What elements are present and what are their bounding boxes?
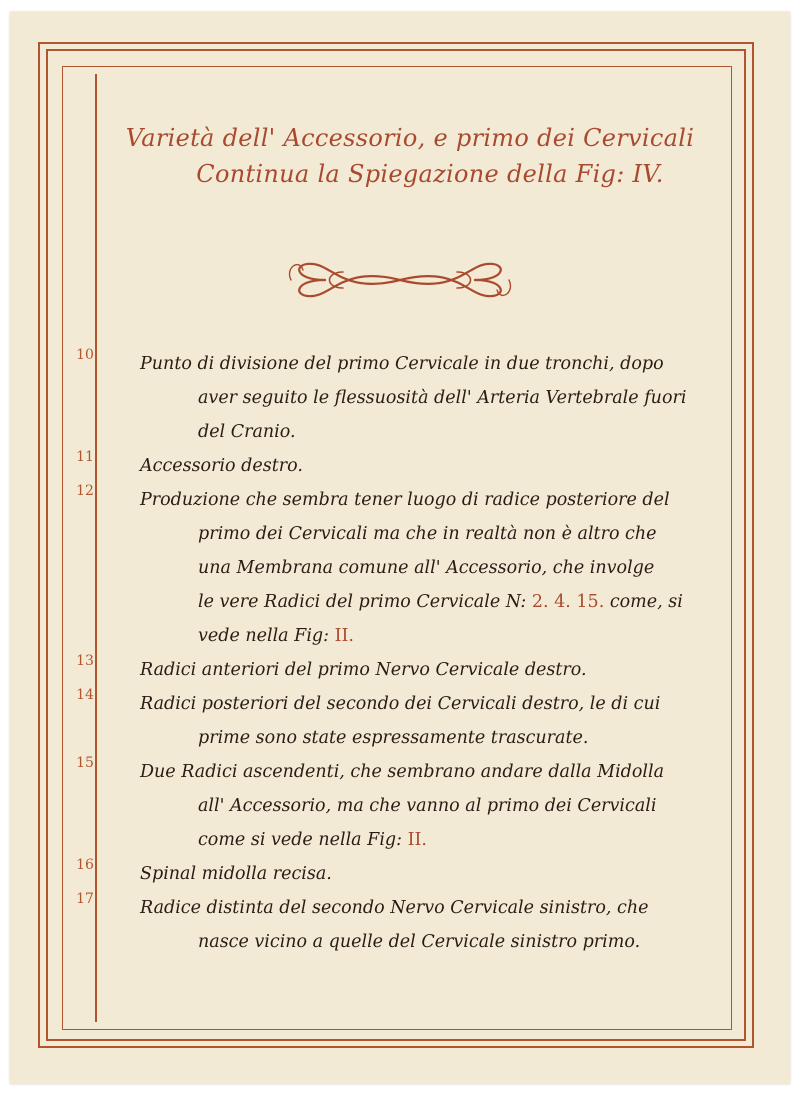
entry-line-text: vede nella Fig: <box>198 626 330 646</box>
entry-line: del Cranio. <box>198 422 296 442</box>
entry-line: Radice distinta del secondo Nervo Cervicale sinistro, che <box>140 898 649 918</box>
entry-text <box>140 891 730 959</box>
entry-line: primo dei Cervicali ma che in realtà non è altro che <box>198 524 657 544</box>
calligraphic-flourish-icon <box>285 254 515 306</box>
entry-text <box>140 857 730 891</box>
entry-11 <box>70 449 730 483</box>
legend-entries <box>70 347 730 959</box>
entry-text <box>140 653 730 687</box>
entry-line: Punto di divisione del primo Cervicale in due tronchi, dopo <box>140 354 664 374</box>
title-line-2: Continua la Spiegazione della Fig: IV. <box>196 160 664 188</box>
entry-line: aver seguito le flessuosità dell' Arteria Vertebrale fuori <box>198 388 687 408</box>
page-title <box>110 120 710 192</box>
entry-13 <box>70 653 730 687</box>
figure-reference: II. <box>407 830 427 850</box>
entry-line: prime sono state espressamente trascurate. <box>198 728 589 748</box>
entry-14 <box>70 687 730 755</box>
entry-number: 10 <box>76 347 94 363</box>
figure-reference: II. <box>334 626 354 646</box>
entry-line: Radici anteriori del primo Nervo Cervicale destro. <box>140 660 587 680</box>
entry-16 <box>70 857 730 891</box>
entry-number: 13 <box>76 653 94 669</box>
entry-text <box>140 755 730 857</box>
entry-line: una Membrana comune all' Accessorio, che involge <box>198 558 655 578</box>
entry-number: 12 <box>76 483 94 499</box>
entry-text <box>140 449 730 483</box>
entry-number: 16 <box>76 857 94 873</box>
entry-10 <box>70 347 730 449</box>
entry-number: 14 <box>76 687 94 703</box>
entry-line-text: le vere Radici del primo Cervicale N: <box>198 592 527 612</box>
entry-line: all' Accessorio, ma che vanno al primo dei Cervicali <box>198 796 657 816</box>
entry-number: 15 <box>76 755 94 771</box>
manuscript-page <box>10 12 790 1084</box>
entry-line: Spinal midolla recisa. <box>140 864 332 884</box>
entry-text <box>140 483 730 653</box>
entry-text <box>140 687 730 755</box>
entry-line <box>140 823 730 857</box>
entry-line: Due Radici ascendenti, che sembrano andare dalla Midolla <box>140 762 665 782</box>
entry-line <box>140 619 730 653</box>
entry-line: Radici posteriori del secondo dei Cervicali destro, le di cui <box>140 694 661 714</box>
entry-number: 11 <box>76 449 94 465</box>
entry-line: Produzione che sembra tener luogo di radice posteriore del <box>140 490 670 510</box>
figure-reference: 2. 4. 15. <box>531 592 605 612</box>
title-line-1: Varietà dell' Accessorio, e primo dei Cervicali <box>125 124 695 152</box>
entry-line-text: come si vede nella Fig: <box>198 830 403 850</box>
entry-line: Accessorio destro. <box>140 456 303 476</box>
entry-number: 17 <box>76 891 94 907</box>
entry-15 <box>70 755 730 857</box>
entry-12 <box>70 483 730 653</box>
entry-line-tail: come, si <box>604 592 683 612</box>
entry-17 <box>70 891 730 959</box>
entry-line <box>140 585 730 619</box>
entry-text <box>140 347 730 449</box>
entry-line: nasce vicino a quelle del Cervicale sinistro primo. <box>198 932 641 952</box>
